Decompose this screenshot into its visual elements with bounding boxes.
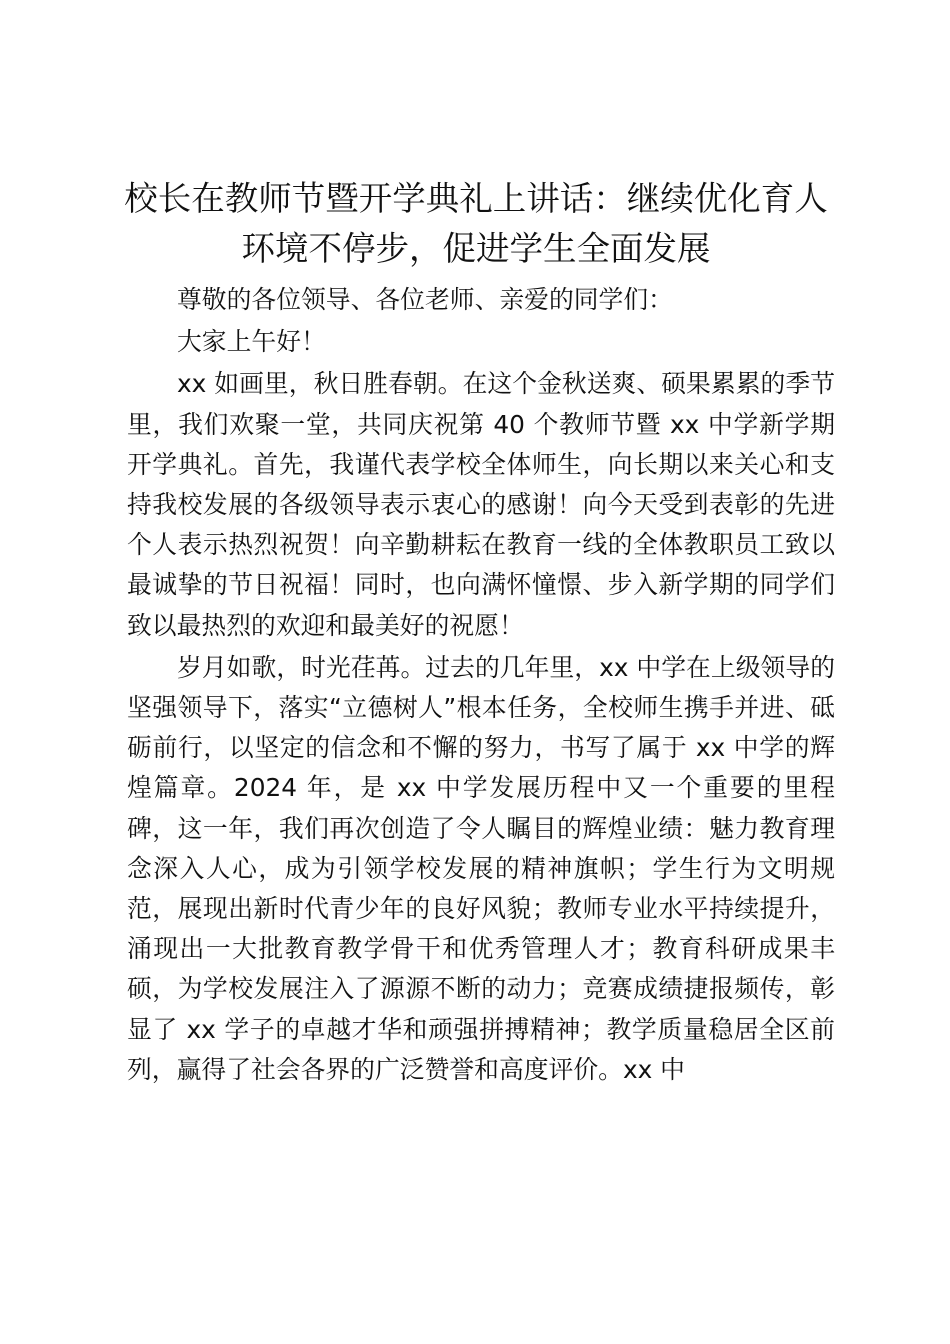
body-paragraph-opening: xx 如画里，秋日胜春朝。在这个金秋送爽、硕果累累的季节里，我们欢聚一堂，共同庆祝第 40 个教师节暨 xx 中学新学期开学典礼。首先，我谨代表学校全体师生，向长期以来关心和支持我校发展的各级领导表示衷心的感谢！向今天受到表彰的先进个人表示热烈祝贺！向辛勤耕耘在教育一线的全体教职员工致以最诚挚的节日祝福！同时，也向满怀憧憬、步入新学期的同学们致以最热烈的欢迎和最美好的祝愿！ xyxy=(127,369,835,640)
body-paragraph-achievements: 岁月如歌，时光荏苒。过去的几年里，xx 中学在上级领导的坚强领导下，落实“立德树人”根本任务，全校师生携手并进、砥砺前行，以坚定的信念和不懈的努力，书写了属于 xx 中学的辉煌篇章。2024 年，是 xx 中学发展历程中又一个重要的里程碑，这一年，我们再次创造了令人瞩目的辉煌业绩：魅力教育理念深入人心，成为引领学校发展的精神旗帜；学生行为文明规范，展现出新时代青少年的良好风貌；教师专业水平持续提升，涌现出一大批教育教学骨干和优秀管理人才；教育科研成果丰硕，为学校发展注入了源源不断的动力；竞赛成绩捷报频传，彰显了 xx 学子的卓越才华和顽强拼搏精神；教学质量稳居全区前列，赢得了社会各界的广泛赞誉和高度评价。xx 中 xyxy=(127,652,835,1084)
salutation-paragraph: 尊敬的各位领导、各位老师、亲爱的同学们： xyxy=(177,285,673,314)
greeting-paragraph: 大家上午好！ xyxy=(177,327,326,357)
document-body xyxy=(127,280,835,1090)
document-title: 校长在教师节暨开学典礼上讲话：继续优化育人环境不停步，促进学生全面发展 xyxy=(124,179,828,268)
